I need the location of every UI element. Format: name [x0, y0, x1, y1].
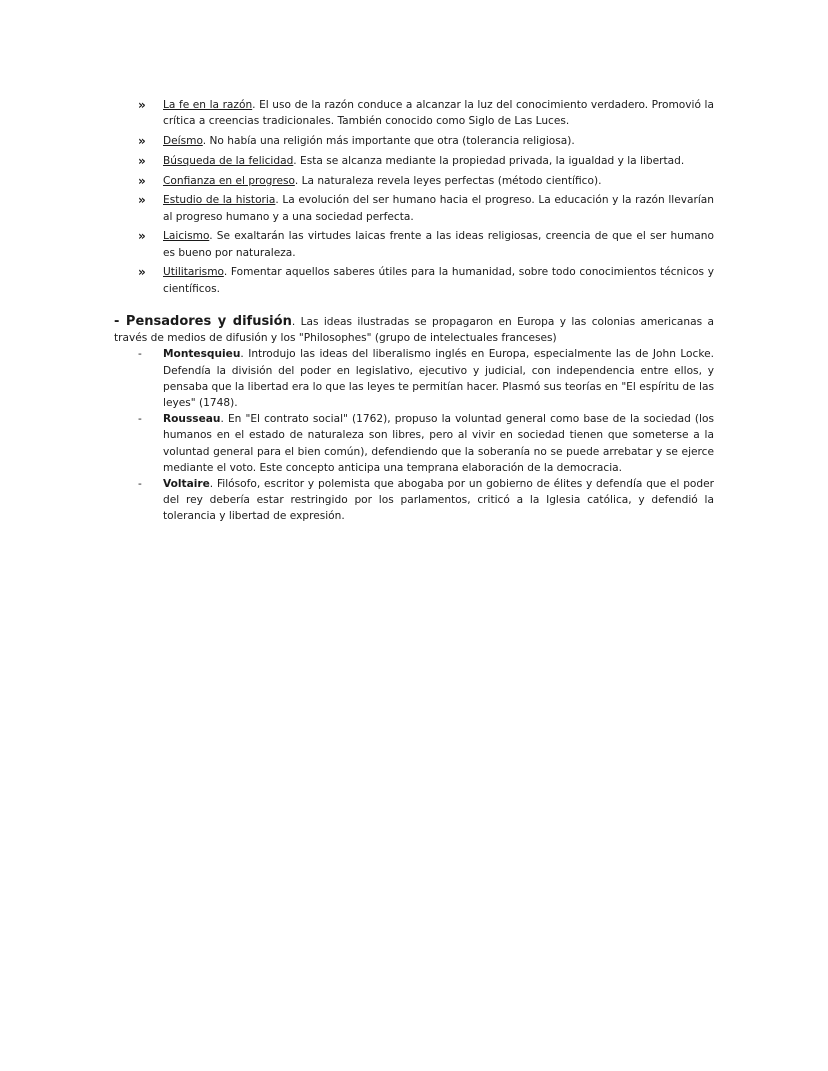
thinker-text: . Filósofo, escritor y polemista que abogaba por un gobierno de élites y defendía que el poder del rey debería estar restringido por los parlamentos, criticó a la Iglesia católica, y defendió la tolerancia y libertad de expresión. — [163, 478, 714, 523]
list-item — [138, 411, 714, 476]
list-item — [138, 228, 714, 260]
list-item — [138, 173, 714, 189]
section-intro: . Las ideas ilustradas se propagaron en Europa y las colonias americanas a través de medios de difusión y los "Philosophes" (grupo de intelectuales franceses) — [114, 316, 714, 345]
bullet-marker: » — [138, 134, 146, 148]
bullet-marker: » — [138, 193, 146, 208]
section-intro-paragraph — [114, 314, 714, 346]
list-item — [138, 264, 714, 296]
item-term: Laicismo — [163, 230, 210, 243]
thinker-name: Voltaire — [163, 478, 210, 491]
list-item — [138, 476, 714, 525]
thinker-name: Rousseau — [163, 413, 221, 426]
list-item — [138, 346, 714, 411]
bullet-marker: » — [138, 98, 146, 112]
dash-marker: - — [138, 348, 142, 361]
item-term: Búsqueda de la felicidad — [163, 154, 294, 167]
item-term: Estudio de la historia — [163, 194, 276, 207]
item-text: . Fomentar aquellos saberes útiles para la humanidad, sobre todo conocimientos técnicos y científicos. — [163, 266, 714, 295]
item-text: . Esta se alcanza mediante la propiedad privada, la igualdad y la libertad. — [293, 154, 685, 167]
thinkers-list — [114, 346, 714, 524]
list-item — [138, 133, 714, 149]
bullet-marker: » — [138, 153, 146, 168]
bullet-marker: » — [138, 229, 146, 244]
item-text: . La naturaleza revela leyes perfectas (método científico). — [294, 174, 602, 187]
item-text: . No había una religión más importante que otra (tolerancia religiosa). — [202, 135, 575, 147]
list-item — [138, 192, 714, 224]
item-text: . Se exaltarán las virtudes laicas frente a las ideas religiosas, creencia de que el ser humano es bueno por naturaleza. — [163, 230, 714, 259]
thinkers-section — [114, 314, 714, 525]
thinker-text: . Introdujo las ideas del liberalismo inglés en Europa, especialmente las de John Locke. Defendía la división del poder en legislativo, ejecutivo y judicial, con independencia entre ellos, y pensaba que la libertad era lo que las leyes te permitían hacer. Plasmó sus teorías en "El espíritu de las leyes" (1748). — [163, 348, 714, 410]
item-text: . El uso de la razón conduce a alcanzar la luz del conocimiento verdadero. Promovió la crítica a creencias tradicionales. También conocido como Siglo de Las Luces. — [163, 99, 714, 128]
item-text: . La evolución del ser humano hacia el progreso. La educación y la razón llevarían al progreso humano y a una sociedad perfecta. — [163, 194, 714, 223]
thinker-text: . En "El contrato social" (1762), propuso la voluntad general como base de la sociedad (los humanos en el estado de naturaleza son libres, pero al vivir en sociedad tienen que someterse a la voluntad general para el bien común), defendiendo que la soberanía no se puede arrebatar y se ejerce mediante el voto. Este concepto anticipa una temprana elaboración de la democracia. — [163, 413, 714, 474]
item-term: Deísmo — [163, 135, 203, 147]
item-term: Utilitarismo — [163, 266, 224, 279]
section-heading: - Pensadores y difusión — [114, 314, 292, 329]
bullet-marker: » — [138, 265, 146, 280]
item-term: La fe en la razón — [163, 99, 253, 111]
list-item — [138, 153, 714, 169]
bullet-marker: » — [138, 173, 146, 188]
thinker-name: Montesquieu — [163, 348, 241, 361]
dash-marker: - — [138, 478, 142, 491]
list-item — [138, 97, 714, 129]
item-term: Confianza en el progreso — [163, 174, 295, 187]
dash-marker: - — [138, 413, 142, 426]
ideas-list — [138, 97, 714, 300]
